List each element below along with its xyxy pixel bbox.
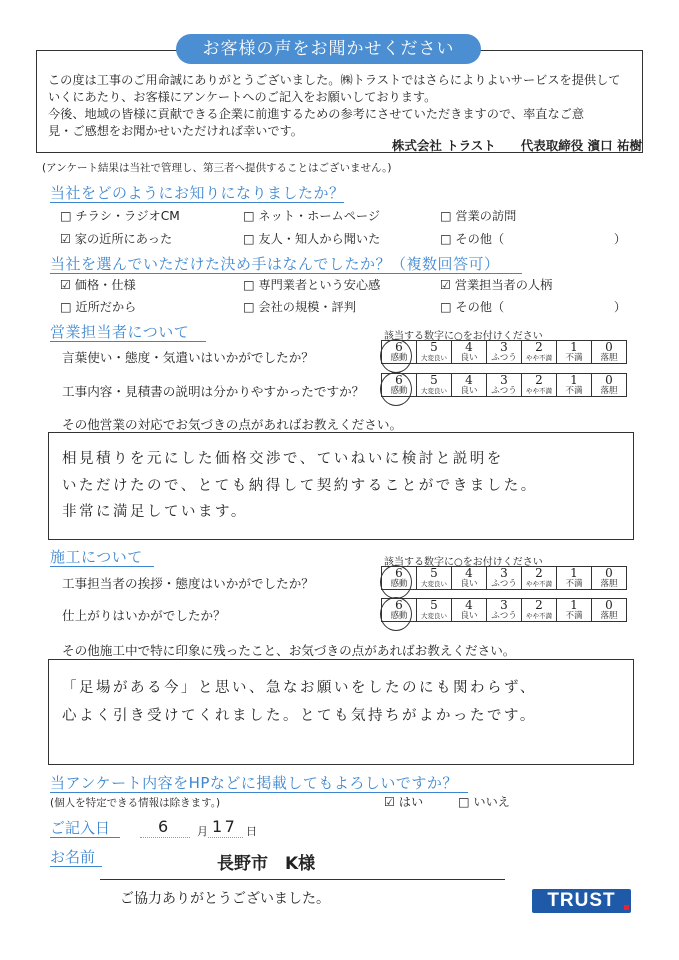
- date-month-value[interactable]: 6: [158, 817, 171, 836]
- rating-cell[interactable]: 2 やや不満: [522, 341, 557, 364]
- logo-red-dot: [624, 905, 629, 910]
- q1-option-friend[interactable]: □ 友人・知人から聞いた: [243, 232, 381, 246]
- name-underline: [50, 866, 102, 867]
- q2-option-other[interactable]: □ その他（ ）: [440, 300, 627, 314]
- rating-cell[interactable]: 5 大変良い: [417, 567, 452, 590]
- rating-cell[interactable]: 6 感動: [382, 341, 417, 364]
- page-title: お客様の声をお聞かせください: [176, 34, 481, 64]
- construction-rating-hint: 該当する数字に○をお付けください: [384, 557, 543, 568]
- rating-cell[interactable]: 0 落胆: [592, 374, 627, 397]
- q1-option-flyer[interactable]: □ チラシ・ラジオCM: [60, 209, 180, 223]
- selected-rating-circle: [380, 372, 412, 406]
- rating-cell[interactable]: 1 不満: [557, 567, 592, 590]
- sales-title: 営業担当者について: [50, 323, 190, 341]
- q1-option-nearby[interactable]: ☑ 家の近所にあった: [60, 232, 173, 246]
- q2-title: 当社を選んでいただけた決め手はなんでしたか？（複数回答可）: [50, 255, 500, 273]
- rating-cell[interactable]: 5 大変良い: [417, 599, 452, 622]
- rating-cell[interactable]: 3 ふつう: [487, 567, 522, 590]
- rating-cell[interactable]: 2 やや不満: [522, 374, 557, 397]
- date-underline: [50, 837, 120, 838]
- rating-cell[interactable]: 1 不満: [557, 341, 592, 364]
- selected-rating-circle: [380, 339, 412, 373]
- construction-comment-line: 「足場がある今」と思い、急なお願いをしたのにも関わらず、: [62, 680, 537, 696]
- rating-cell[interactable]: 5 大変良い: [417, 374, 452, 397]
- date-day-unit: 日: [246, 825, 257, 838]
- q2-underline: [50, 273, 522, 274]
- q2-option-specialist[interactable]: □ 専門業者という安心感: [243, 278, 381, 292]
- sales-question-2: 工事内容・見積書の説明は分かりやすかったですか？: [62, 384, 365, 399]
- q2-option-reputation[interactable]: □ 会社の規模・評判: [243, 300, 356, 314]
- rating-cell[interactable]: 0 落胆: [592, 341, 627, 364]
- rating-cell[interactable]: 0 落胆: [592, 599, 627, 622]
- rating-cell[interactable]: 1 不満: [557, 374, 592, 397]
- publish-note: (個人を特定できる情報は除きます。): [50, 797, 221, 809]
- rating-cell[interactable]: 3 ふつう: [487, 341, 522, 364]
- sales-comment-line: 相見積りを元にした価格交渉で、ていねいに検討と説明を: [62, 451, 504, 467]
- publish-title: 当アンケート内容をHPなどに掲載してもよろしいですか？: [50, 774, 458, 792]
- q1-option-other[interactable]: □ その他（ ）: [440, 232, 627, 246]
- rating-cell[interactable]: 4 良い: [452, 599, 487, 622]
- name-line: [100, 879, 505, 880]
- sales-question-1: 言葉使い・態度・気遣いはいかがでしたか？: [62, 350, 314, 365]
- date-day-line: [208, 837, 243, 838]
- intro-text: この度は工事のご用命誠にありがとうございました。㈱トラストではさらによりよいサービスを提供して いくにあたり、お客様にアンケートへのご記入をお願いしております。 今後、地域の皆様に貢献できる企業に前進するための参考にさせていただきますので、率直なご意 見・ご感想をお聞かせいただければ幸いです。: [48, 73, 621, 138]
- rating-cell[interactable]: 3 ふつう: [487, 599, 522, 622]
- rating-cell[interactable]: 4 良い: [452, 567, 487, 590]
- q1-option-web[interactable]: □ ネット・ホームページ: [243, 209, 381, 223]
- rating-cell[interactable]: 5 大変良い: [417, 341, 452, 364]
- q2-option-sales-person[interactable]: ☑ 営業担当者の人柄: [440, 278, 553, 292]
- q1-underline: [50, 202, 344, 203]
- company-signature: 株式会社 トラスト 代表取締役 濱口 祐樹: [391, 138, 642, 153]
- name-value[interactable]: 長野市 K様: [217, 854, 316, 874]
- publish-yes-checkbox[interactable]: ☑ はい: [384, 795, 424, 809]
- construction-title: 施工について: [50, 548, 143, 566]
- selected-rating-circle: [380, 597, 412, 631]
- sales-comment-line: 非常に満足しています。: [62, 504, 248, 520]
- construction-comment-line: 心よく引き受けてくれました。とても気持ちがよかったです。: [62, 708, 537, 724]
- construction-underline: [50, 566, 154, 567]
- name-label: お名前: [50, 848, 96, 866]
- rating-cell[interactable]: 2 やや不満: [522, 567, 557, 590]
- trust-logo: TRUST: [532, 889, 631, 913]
- q2-option-price[interactable]: ☑ 価格・仕様: [60, 278, 136, 292]
- date-month-unit: 月: [197, 825, 208, 838]
- privacy-note: (アンケート結果は当社で管理し、第三者へ提供することはございません。): [42, 162, 392, 174]
- rating-cell[interactable]: 4 良い: [452, 374, 487, 397]
- sales-comment-line: いただけたので、とても納得して契約することができました。: [62, 478, 538, 494]
- sales-rating-table-1: [381, 340, 627, 364]
- sales-underline: [50, 341, 206, 342]
- date-month-line: [140, 837, 190, 838]
- rating-cell[interactable]: 0 落胆: [592, 567, 627, 590]
- construction-rating-table-1: [381, 566, 627, 590]
- date-day-value[interactable]: 17: [212, 817, 238, 836]
- q1-title: 当社をどのようにお知りになりましたか？: [50, 184, 345, 202]
- q2-option-nearby[interactable]: □ 近所だから: [60, 300, 137, 314]
- construction-rating-table-2: [381, 598, 627, 622]
- sales-rating-hint: 該当する数字に○をお付けください: [384, 331, 543, 342]
- rating-cell[interactable]: 2 やや不満: [522, 599, 557, 622]
- rating-cell[interactable]: 6 感動: [382, 567, 417, 590]
- rating-cell[interactable]: 6 感動: [382, 599, 417, 622]
- publish-no-checkbox[interactable]: □ いいえ: [458, 795, 510, 809]
- q1-option-visit[interactable]: □ 営業の訪問: [440, 209, 517, 223]
- rating-cell[interactable]: 1 不満: [557, 599, 592, 622]
- rating-cell[interactable]: 3 ふつう: [487, 374, 522, 397]
- construction-question-1: 工事担当者の挨拶・態度はいかがでしたか？: [62, 576, 314, 591]
- date-label: ご記入日: [50, 819, 111, 837]
- sales-rating-table-2: [381, 373, 627, 397]
- construction-question-2: 仕上がりはいかがでしたか？: [62, 608, 226, 623]
- selected-rating-circle: [380, 565, 412, 599]
- thanks-message: ご協力ありがとうございました。: [120, 891, 330, 907]
- construction-comment-prompt: その他施工中で特に印象に残ったこと、お気づきの点があればお教えください。: [62, 643, 516, 658]
- sales-comment-prompt: その他営業の対応でお気づきの点があればお教えください。: [62, 417, 403, 432]
- rating-cell[interactable]: 6 感動: [382, 374, 417, 397]
- rating-cell[interactable]: 4 良い: [452, 341, 487, 364]
